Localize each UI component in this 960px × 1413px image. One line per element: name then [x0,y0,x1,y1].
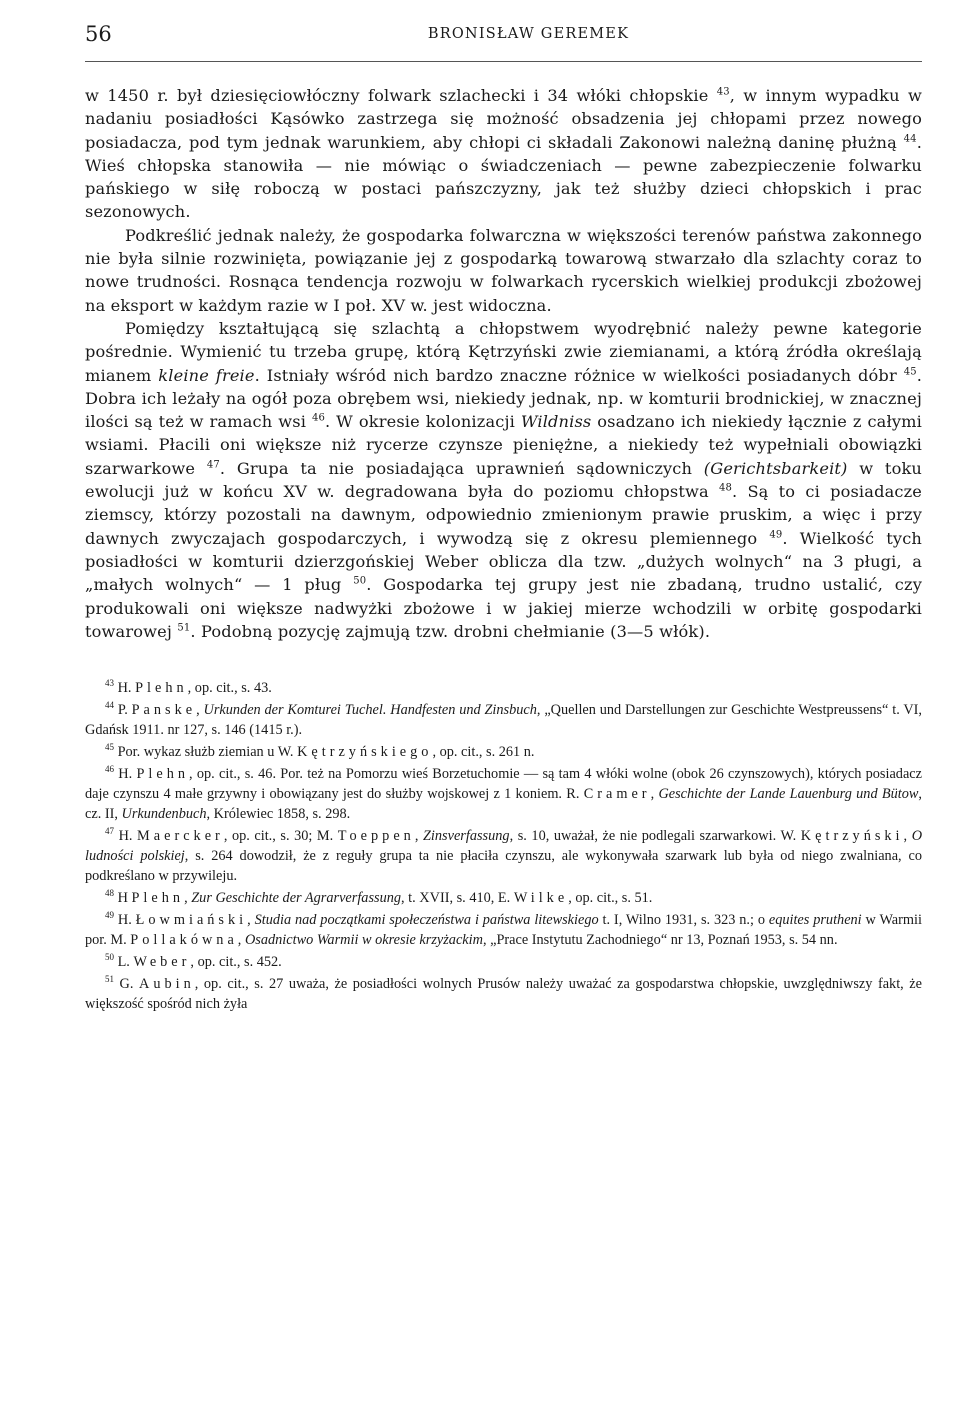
paragraph [85,317,922,643]
text-run: , op. cit., s. 51. [568,890,653,907]
italic-text: Zinsverfassung [422,828,510,845]
footnote-ref: 51 [177,622,191,634]
text-run: H. [114,828,138,845]
author-name: Weber [133,954,191,971]
text-run: osadzano ich niekiedy łącznie z całymi wsiami. Płacili oni większe niż rycerze czynsze pieniężne, a niekiedy też wypełniali obowiązki szarwarkowe [85,412,922,478]
text-run: , op. cit., s. 261 n. [432,744,535,761]
header-divider [85,61,922,62]
footnote [85,889,922,909]
text-run: Podkreślić jednak należy, że gospodarka folwarczna w większości terenów państwa zakonnego nie była silnie rozwinięta, powiązanie jej z gospodarką towarową stwarzało dla szlachty coraz to nowe trudności. Rosnąca tendencja rozwoju w folwarkach rycerskich wielkiej produkcji zbożowej na eksport w każdym razie w I poł. XV w. jest widoczna. [85,225,922,315]
footnote-ref: 45 [105,742,114,753]
text-run: , [247,912,255,929]
text-run: w 1450 r. był dziesięciowłóczny folwark szlachecki i 34 włóki chłopskie [85,86,717,105]
paragraph [85,224,922,317]
italic-text: Osadnictwo Warmii w okresie krzyżackim [244,932,483,949]
text-run: , op. cit., s. 30; M. [223,828,338,845]
footnotes [85,679,922,1015]
footnote [85,743,922,763]
footnote-ref: 44 [903,133,917,145]
text-run: H. [114,912,136,929]
text-run: H [114,890,132,907]
text-run: , cz. II, [85,786,922,823]
page-number: 56 [85,22,112,46]
author-name: Kętrzyński [800,828,904,845]
author-name: Cramer [583,786,651,803]
text-run: . Istniały wśród nich bardzo znaczne różnice w wielkości posiadanych dóbr [254,365,904,385]
italic-text: equites prutheni [768,912,862,929]
text-run: , op. cit., s. 27 uważa, że posiadłości wolnych Prusów należy uważać za gospodarstwa chłopskie, uwzględniwszy fakt, że większość spośród nich żyła [85,976,922,1013]
footnote [85,975,922,1015]
footnote [85,765,922,825]
footnote-ref: 46 [105,764,114,775]
italic-text: O ludności polskiej [85,828,923,865]
text-run: . W okresie kolonizacji [324,412,521,432]
footnote-ref: 45 [903,366,917,378]
footnote-ref: 46 [311,412,325,424]
footnote [85,953,922,973]
text-run: H. [114,766,137,783]
italic-text: Urkunden der Komturei Tuchel. Handfesten und Zinsbuch [203,702,537,719]
footnote [85,827,922,887]
footnote-ref: 50 [105,952,114,963]
author-name: Plehn [131,890,185,907]
italic-text: Zur Geschichte der Agrarverfassung [191,890,402,907]
footnote [85,679,922,699]
text-run: , s. 10, uważał, że nie podlegali szarwarkowi. W. [509,828,801,845]
text-run: . Wieś chłopska stanowiła — nie mówiąc o świadczeniach — pewne zabezpieczenie folwarku pańskiego w siłę roboczą w postaci pańszczyzny, jak też służby dzieci chłopskich i prac sezonowych. [85,132,922,222]
author-name: Maercker [137,828,224,845]
text-run: , op. cit., s. 43. [187,680,272,697]
footnote-ref: 48 [718,482,732,494]
text-run: t. I, Wilno 1931, s. 323 n.; o [598,912,769,929]
text-run: , [184,890,192,907]
author-name: Plehn [135,680,188,697]
text-run: . Wielkość tych posiadłości w komturii dzierzgońskiej Weber oblicza dla tzw. „dużych wolnych“ na 3 pługi, a „małych wolnych“ — 1 pług [85,528,923,595]
text-run: , t. XVII, s. 410, E. [401,890,514,907]
text-run: , s. 264 dowodził, że z reguły grupa ta nie płaciła czynszu, ale wykonywała szarwark lub była od niego zwalniana, co podkreślano w przywileju. [85,848,922,885]
author-name: Wilke [513,890,569,907]
footnote-ref: 44 [105,700,114,711]
text-run: , op. cit., s. 452. [190,954,282,971]
italic-text: kleine freie [158,365,255,385]
author-name: Pollakówna [130,932,238,949]
author-name: Panske [131,702,197,719]
footnote-ref: 51 [105,974,114,985]
text-run: , op. cit., s. 46. Por. też na Pomorzu wieś Borzetuchomie — są tam 4 włóki wolne (obok 26 czynszowych), których posiadacz daje czynszu 4 małe grzywny i obowiązany jest do służby wojskowej z 1 koniem. R. [85,766,922,803]
text-run: . Podobną pozycję zajmują tzw. drobni chełmianie (3—5 włók). [190,621,711,641]
text-run: Por. wykaz służb ziemian u W. [114,744,298,761]
text-run: , „Prace Instytutu Zachodniego“ nr 13, Poznań 1953, s. 54 nn. [482,932,838,949]
author-name: Łowmiański [135,912,248,929]
italic-text: Urkundenbuch [121,806,207,823]
text-run: P. [114,702,132,719]
text-run: Pomiędzy kształtującą się szlachtą a chłopstwem wyodrębnić należy pewne kategorie pośrednie. Wymienić tu trzeba grupę, którą Kętrzyński zwie ziemianami, a którą źródła określają mianem [85,318,922,385]
footnote-ref: 47 [105,826,114,837]
text-run: , [237,932,245,949]
author-name: Toeppen [337,828,415,845]
paragraph [85,84,922,224]
footnote-ref: 47 [206,459,220,471]
text-run: . Są to ci posiadacze ziemscy, którzy pozostali na dawnym, odpowiednio zmienionym prawie pruskim, a więc i przy dawnych zwyczajach gospodarczych, i wywodzą się z okresu plemiennego [85,482,923,548]
footnote-ref: 49 [769,529,783,541]
text-run: L. [114,954,134,971]
text-run: G. [114,976,140,993]
text-run: , [650,786,659,803]
footnote-ref: 43 [716,86,730,98]
italic-text: Geschichte der Lande Lauenburg und Bütow [658,786,919,803]
text-run: , [903,828,912,845]
text-run: . Gospodarka tej grupy jest nie zbadaną, trudno ustalić, czy produkowali oni większe nadwyżki zbożowe i w jakiej mierze wchodzili w orbitę gospodarki towarowej [85,575,922,641]
text-run: w Warmii por. M. [85,912,922,949]
text-run: , „Quellen und Darstellungen zur Geschichte Westpreussens“ t. VI, Gdańsk 1911. nr 127, s. 146 (1415 r.). [85,702,923,739]
italic-text: Wildniss [520,412,592,432]
text-run: . Dobra ich leżały na ogół poza obrębem wsi, niekiedy jednak, np. w komturii brodnickiej, w znacznej ilości są też w ramach wsi [85,365,923,432]
italic-text: (Gerichtsbarkeit) [703,458,848,478]
running-head: BRONISŁAW GEREMEK [427,26,630,42]
author-name: Plehn [136,766,190,783]
text-run: w toku ewolucji już w końcu XV w. degradowana była do poziomu chłopstwa [85,458,922,502]
text-run: . Grupa ta nie posiadająca uprawnień sądowniczych [219,458,704,478]
footnote-ref: 43 [105,678,114,689]
text-run: H. [114,680,136,697]
author-name: Aubin [139,976,195,993]
footnote-ref: 49 [105,910,114,921]
text-run: , w innym wypadku w nadaniu posiadłości Kąsówko zastrzega się możność obsadzenia jej chłopami przez nowego posiadacza, pod tym jednak warunkiem, aby chłopi ci składali Zakonowi należną daninę płużną [85,86,922,152]
text-run: , [414,828,423,845]
page-header [85,22,922,54]
footnote [85,701,922,741]
author-name: Kętrzyńskiego [297,744,433,761]
footnote-ref: 48 [105,888,114,899]
footnote [85,911,922,951]
footnote-ref: 50 [353,575,367,587]
main-text [85,84,922,643]
text-run: , Królewiec 1858, s. 298. [206,806,351,823]
italic-text: Studia nad początkami społeczeństwa i państwa litewskiego [254,912,599,929]
text-run: , [196,702,204,719]
